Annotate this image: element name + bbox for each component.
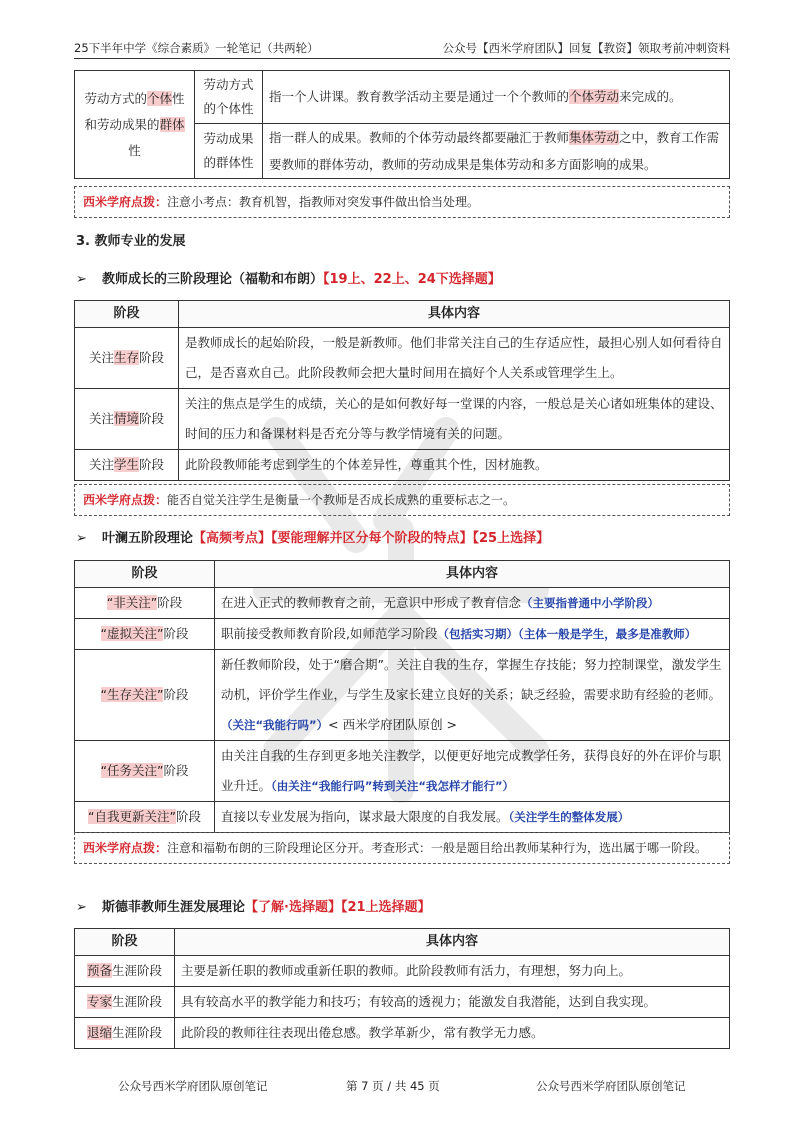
stage-post: 阶段 [139, 350, 165, 365]
page-number: 第 7 页 / 共 45 页 [346, 1079, 440, 1093]
stage-cell [75, 619, 215, 650]
table-header-row [75, 561, 730, 588]
content-tail: < 西米学府团队原创 > [328, 717, 458, 732]
main-mid: 性和劳动成果的 [84, 90, 185, 132]
content-text: 由关注自我的生存到更多地关注教学，以便更好地完成教学任务，获得良好的外在评价与职业升迁。 [221, 748, 722, 793]
table-row [75, 987, 730, 1018]
arrow-bullet-icon: ➢ [76, 900, 87, 915]
content-pre: 指一群人的成果。教师的个体劳动最终都要融汇于教师 [269, 130, 570, 145]
stage-cell [75, 328, 179, 389]
stage-post: 生涯阶段 [112, 1025, 163, 1040]
main-prefix: 劳动方式的 [84, 90, 147, 106]
row-content [263, 124, 730, 179]
tip-text: 能否自觉关注学生是衡量一个教师是否成长成熟的重要标志之一。 [167, 493, 516, 507]
table-row [75, 450, 730, 481]
tip-text: 注意小考点：教育机智，指教师对突发事件做出恰当处理。 [167, 195, 480, 209]
stage-post: 阶段 [163, 763, 189, 778]
header-left: 25下半年中学《综合素质》一轮笔记（共两轮） [74, 41, 319, 55]
content-highlight: 个体劳动 [569, 89, 620, 104]
col-content: 具体内容 [175, 929, 730, 956]
col-stage: 阶段 [75, 301, 179, 328]
tip-text: 注意和福勒布朗的三阶段理论区分开。考查形式：一般是题目给出教师某种行为，选出属于哪一阶段。 [167, 841, 708, 855]
stage-post: 生涯阶段 [112, 963, 163, 978]
stage-highlight: 退缩 [86, 1025, 112, 1040]
content-note: （由关注“我能行吗”转到关注“我怎样才能行”） [271, 779, 514, 793]
table-header-row [75, 929, 730, 956]
main-highlight-2: 群体 [159, 116, 185, 132]
table-row [75, 328, 730, 389]
stage-highlight: “自我更新关注” [88, 809, 176, 824]
content-cell: 此阶段的教师往往表现出倦怠感。教学革新少，常有教学无力感。 [175, 1018, 730, 1049]
table-row [75, 802, 730, 833]
content-cell: 具有较高水平的教学能力和技巧；有较高的透视力；能激发自我潜能，达到自我实现。 [175, 987, 730, 1018]
main-highlight-1: 个体 [146, 90, 172, 106]
tip-note-1 [74, 186, 730, 218]
content-cell: 关注的焦点是学生的成绩，关心的是如何教好每一堂课的内容，一般总是关心诸如班集体的建设、时间的压力和备课材料是否充分等与教学情境有关的问题。 [179, 389, 730, 450]
col-content: 具体内容 [179, 301, 730, 328]
stage-post: 阶段 [163, 626, 189, 641]
heading-tag: 【了解·选择题】【21上选择题】 [245, 900, 431, 915]
content-note: （关注“我能行吗”） [221, 718, 329, 732]
fuller-table [74, 300, 730, 481]
content-note: （关注学生的整体发展） [508, 810, 630, 824]
page-header [74, 38, 730, 59]
stage-post: 阶段 [163, 687, 189, 702]
col-content: 具体内容 [215, 561, 730, 588]
content-pre: 指一个人讲课。教育教学活动主要是通过一个个教师的 [269, 89, 570, 104]
content-cell: 是教师成长的起始阶段，一般是新教师。他们非常关注自己的生存适应性，最担心别人如何看待自己，是否喜欢自己。此阶段教师会把大量时间用在搞好个人关系或管理学生上。 [179, 328, 730, 389]
heading-tag: 【高频考点】【要能理解并区分每个阶段的特点】【25上选择】 [193, 531, 550, 546]
yelan-table [74, 560, 730, 833]
heading-text: 叶澜五阶段理论 [102, 531, 194, 546]
arrow-bullet-icon: ➢ [76, 531, 87, 546]
content-text: 职前接受教师教育阶段,如师范学习阶段 [221, 626, 438, 641]
header-right: 公众号【西米学府团队】回复【教资】领取考前冲刺资料 [442, 41, 730, 55]
stage-post: 生涯阶段 [112, 994, 163, 1009]
content-note: （主要指普通中小学阶段） [521, 596, 660, 610]
heading-text: 教师成长的三阶段理论（福勒和布朗） [102, 272, 324, 287]
table-row [75, 619, 730, 650]
content-cell: 主要是新任职的教师或重新任职的教师。此阶段教师有活力，有理想，努力向上。 [175, 956, 730, 987]
tip-note-2 [74, 484, 730, 516]
stage-cell [75, 987, 175, 1018]
stage-highlight: 专家 [86, 994, 112, 1009]
table-row [75, 588, 730, 619]
tip-label: 西米学府点拨： [83, 493, 168, 507]
stage-cell [75, 802, 215, 833]
content-highlight: 集体劳动 [569, 130, 620, 145]
stage-highlight: 情境 [113, 411, 139, 426]
footer-right: 公众号西米学府团队原创笔记 [536, 1079, 686, 1093]
stage-post: 阶段 [139, 411, 165, 426]
content-post: 之中，教育工作需要教师的群体劳动，教师的劳动成果是集体劳动和多方面影响的成果。 [269, 130, 720, 172]
stage-cell [75, 389, 179, 450]
content-note: （包括实习期）（主体一般是学生，最多是准教师） [437, 627, 697, 641]
content-text: 新任教师阶段，处于“磨合期”。关注自我的生存，掌握生存技能；努力控制课堂，激发学生动机，评价学生作业，与学生及家长建立良好的关系；缺乏经验，需要求助有经验的老师。 [221, 657, 722, 702]
labor-main-cell [75, 71, 195, 179]
main-suffix: 性 [128, 142, 141, 158]
stage-highlight: “虚拟关注” [100, 626, 164, 641]
col-stage: 阶段 [75, 561, 215, 588]
row-label: 劳动方式的个体性 [195, 71, 263, 124]
stage-cell [75, 450, 179, 481]
heading-tag: 【19上、22上、24下选择题】 [323, 272, 501, 287]
table-row [75, 389, 730, 450]
stage-cell [75, 650, 215, 741]
table-row [75, 650, 730, 741]
col-stage: 阶段 [75, 929, 175, 956]
stage-cell [75, 956, 175, 987]
content-cell: 此阶段教师能考虑到学生的个体差异性，尊重其个性，因材施教。 [179, 450, 730, 481]
content-cell [215, 619, 730, 650]
table-header-row [75, 301, 730, 328]
stage-pre: 关注 [88, 411, 114, 426]
stage-post: 阶段 [139, 457, 165, 472]
table-row [75, 956, 730, 987]
content-cell [215, 741, 730, 802]
stage-pre: 关注 [88, 350, 114, 365]
content-cell [215, 650, 730, 741]
content-cell [215, 588, 730, 619]
stage-highlight: 学生 [113, 457, 139, 472]
stage-post: 阶段 [157, 595, 183, 610]
content-cell [215, 802, 730, 833]
table-row [75, 1018, 730, 1049]
stage-highlight: “任务关注” [100, 763, 164, 778]
stage-cell [75, 741, 215, 802]
section-heading: 3. 教师专业的发展 [76, 234, 186, 249]
stage-cell [75, 588, 215, 619]
stage-highlight: “生存关注” [100, 687, 164, 702]
table-row [75, 71, 730, 124]
stage-cell [75, 1018, 175, 1049]
stage-highlight: 预备 [86, 963, 112, 978]
tip-label: 西米学府点拨： [83, 195, 168, 209]
steffy-table [74, 928, 730, 1049]
content-text: 在进入正式的教师教育之前，无意识中形成了教育信念 [221, 595, 522, 610]
stage-highlight: “非关注” [106, 595, 158, 610]
heading-text: 斯德菲教师生涯发展理论 [102, 900, 246, 915]
yelan-heading [76, 527, 549, 546]
fuller-heading [76, 268, 501, 287]
stage-highlight: 生存 [113, 350, 139, 365]
row-content [263, 71, 730, 124]
content-text: 直接以专业发展为指向，谋求最大限度的自我发展。 [221, 809, 509, 824]
steffy-heading [76, 896, 431, 915]
content-post: 来完成的。 [619, 89, 682, 104]
stage-post: 阶段 [175, 809, 201, 824]
labor-nature-table [74, 70, 730, 179]
row-label: 劳动成果的群体性 [195, 124, 263, 179]
tip-note-3 [74, 832, 730, 864]
table-row [75, 741, 730, 802]
arrow-bullet-icon: ➢ [76, 272, 87, 287]
stage-pre: 关注 [88, 457, 114, 472]
footer-left: 公众号西米学府团队原创笔记 [118, 1079, 268, 1093]
tip-label: 西米学府点拨： [83, 841, 168, 855]
